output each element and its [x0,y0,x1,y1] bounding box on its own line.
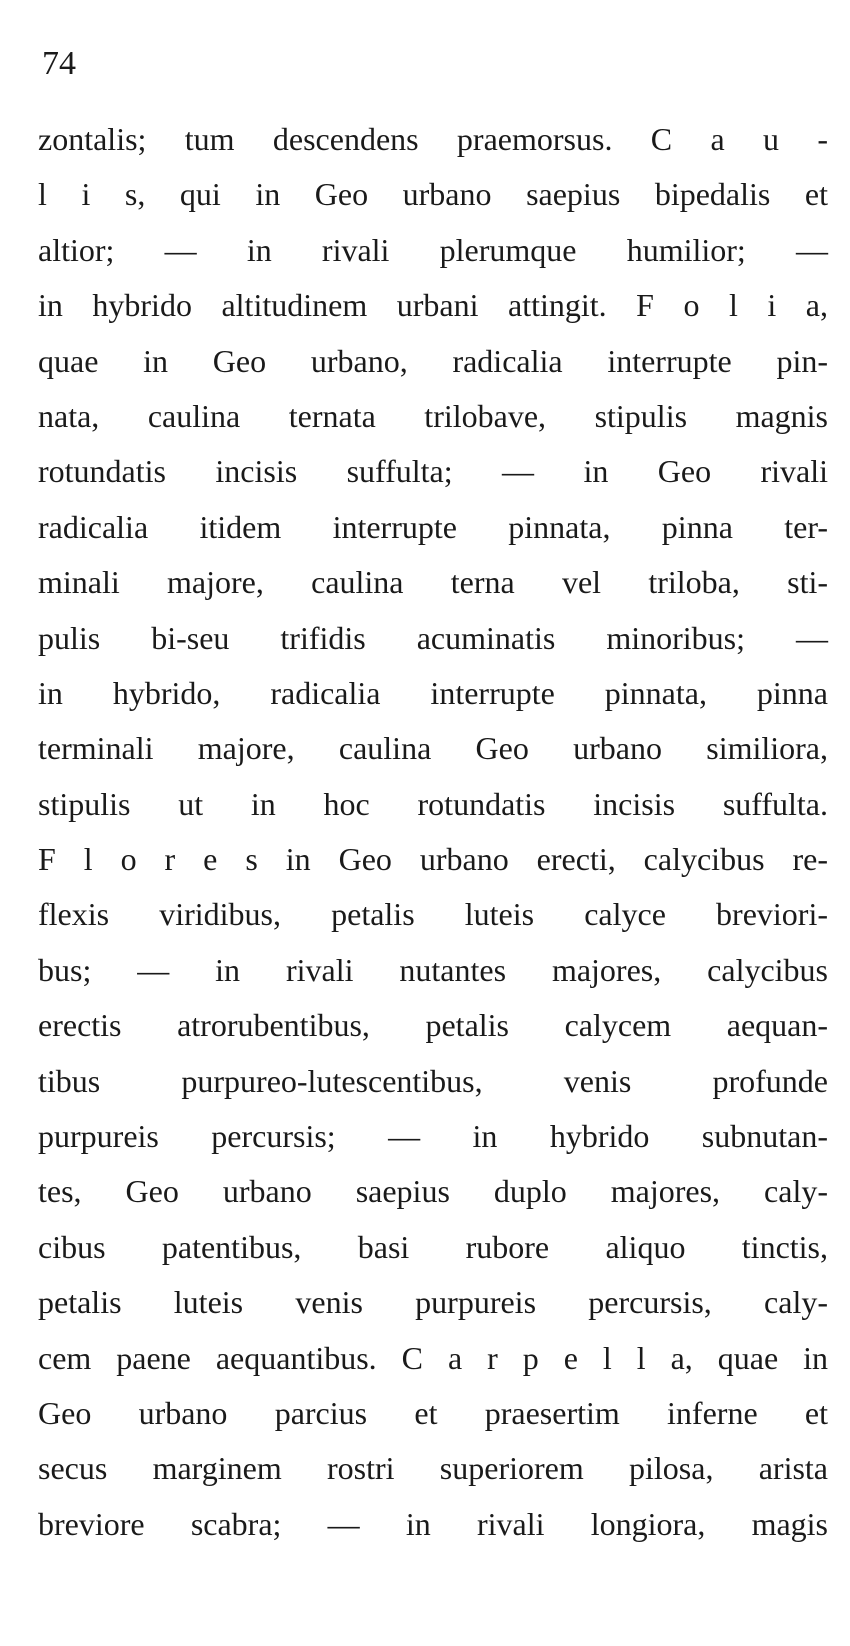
text-line: l i s, qui in Geo urbano saepius bipedalis et [38,176,828,213]
text-line: zontalis; tum descendens praemorsus. C a u - [38,121,828,157]
text-line: cem paene aequantibus. C a r p e l l a, quae in [38,1339,828,1376]
text-line: terminali majore, caulina Geo urbano similiora, [38,730,828,767]
text-line: in hybrido, radicalia interrupte pinnata, pinna [38,674,828,711]
text-line: minali majore, caulina terna vel triloba, sti- [38,564,828,601]
body-text [38,112,828,1552]
text-line: pulis bi-seu trifidis acuminatis minoribus; — [38,619,828,656]
text-line: nata, caulina ternata trilobave, stipulis magnis [38,397,828,434]
text-line: stipulis ut in hoc rotundatis incisis suffulta. [38,785,828,822]
text-line: breviore scabra; — in rivali longiora, magis [38,1505,828,1542]
text-line: flexis viridibus, petalis luteis calyce breviori- [38,896,828,933]
text-line: in hybrido altitudinem urbani attingit. F o l i a, [38,287,828,324]
text-line: altior; — in rivali plerumque humilior; — [38,231,828,268]
text-line: radicalia itidem interrupte pinnata, pinna ter- [38,508,828,545]
text-line: quae in Geo urbano, radicalia interrupte pin- [38,342,828,379]
text-line: tes, Geo urbano saepius duplo majores, caly- [38,1173,828,1210]
text-line: erectis atrorubentibus, petalis calycem aequan- [38,1007,828,1044]
text-line: purpureis percursis; — in hybrido subnutan- [38,1118,828,1155]
text-line: tibus purpureo-lutescentibus, venis profunde [38,1062,828,1099]
text-line: Geo urbano parcius et praesertim inferne et [38,1394,828,1431]
text-line: petalis luteis venis purpureis percursis, caly- [38,1284,828,1321]
text-line: F l o r e s in Geo urbano erecti, calycibus re- [38,841,828,878]
text-line: secus marginem rostri superiorem pilosa, arista [38,1450,828,1487]
text-line: bus; — in rivali nutantes majores, calycibus [38,951,828,988]
text-line: rotundatis incisis suffulta; — in Geo rivali [38,453,828,490]
page-number: 74 [42,45,76,82]
text-line: cibus patentibus, basi rubore aliquo tinctis, [38,1228,828,1265]
